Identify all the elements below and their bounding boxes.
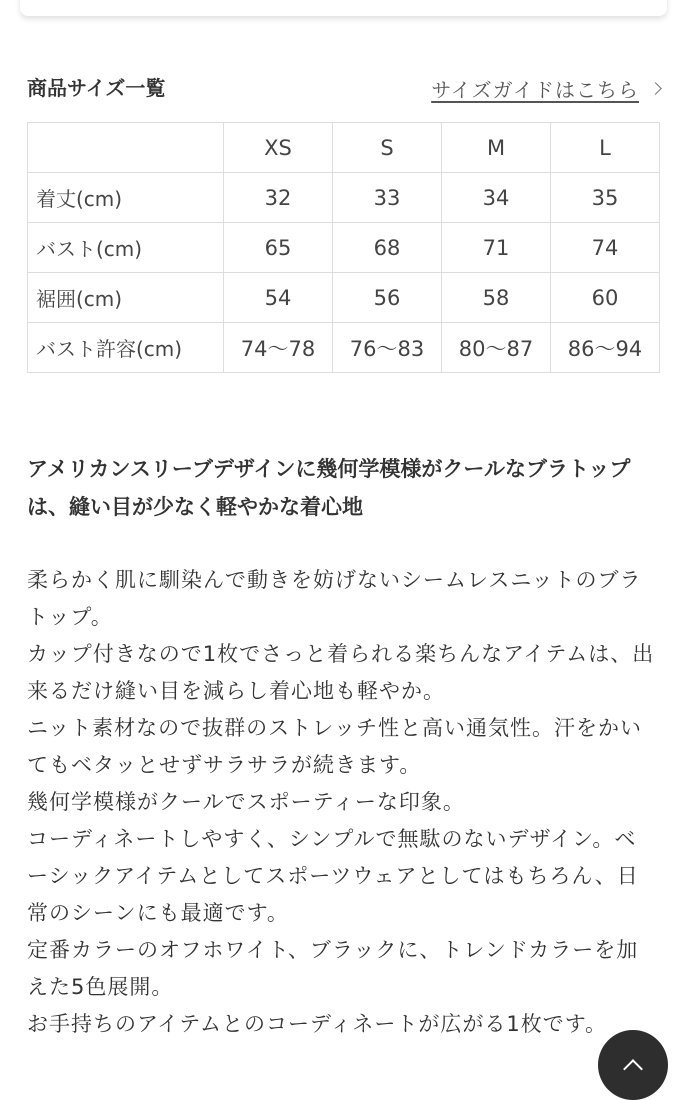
- size-column-header: XS: [224, 123, 333, 173]
- size-column-header: S: [333, 123, 442, 173]
- size-guide-label[interactable]: サイズガイドはこちら: [431, 77, 639, 102]
- table-cell: 65: [224, 223, 333, 273]
- table-row: [28, 173, 660, 223]
- chevron-right-icon: [649, 82, 662, 95]
- scroll-to-top-button[interactable]: [598, 1030, 668, 1100]
- row-label: 着丈(cm): [28, 173, 224, 223]
- table-cell: 35: [551, 173, 660, 223]
- row-label: バスト許容(cm): [28, 323, 224, 373]
- table-cell: 58: [442, 273, 551, 323]
- description-paragraph: カップ付きなので1枚でさっと着られる楽ちんなアイテムは、出来るだけ縫い目を減らし着心地も軽やか。: [27, 642, 655, 703]
- size-table-header-row: [28, 123, 660, 173]
- size-list-title: 商品サイズ一覧: [27, 76, 166, 100]
- table-cell: 71: [442, 223, 551, 273]
- top-card-edge: [20, 0, 667, 16]
- description-paragraph: 定番カラーのオフホワイト、ブラックに、トレンドカラーを加えた5色展開。: [27, 938, 639, 999]
- table-cell: 76〜83: [333, 323, 442, 373]
- table-row: [28, 223, 660, 273]
- table-cell: 54: [224, 273, 333, 323]
- size-column-header: L: [551, 123, 660, 173]
- table-cell: 74: [551, 223, 660, 273]
- table-cell: 68: [333, 223, 442, 273]
- description-heading: アメリカンスリーブデザインに幾何学模様がクールなブラトップは、縫い目が少なく軽やかな着心地: [27, 457, 631, 519]
- table-cell: 60: [551, 273, 660, 323]
- description-paragraph: 幾何学模様がクールでスポーティーな印象。: [27, 790, 465, 814]
- table-row: [28, 323, 660, 373]
- table-cell: 74〜78: [224, 323, 333, 373]
- table-cell: 80〜87: [442, 323, 551, 373]
- table-cell: 86〜94: [551, 323, 660, 373]
- size-section-header: [27, 72, 660, 106]
- table-cell: 32: [224, 173, 333, 223]
- chevron-up-icon: [623, 1059, 643, 1079]
- size-guide-link[interactable]: [431, 72, 660, 104]
- description-paragraph: お手持ちのアイテムとのコーディネートが広がる1枚です。: [27, 1012, 608, 1036]
- table-row: [28, 273, 660, 323]
- size-table: [27, 122, 660, 373]
- description-body: [27, 562, 657, 1043]
- size-table-corner-cell: [28, 123, 224, 173]
- description-paragraph: ニット素材なので抜群のストレッチ性と高い通気性。汗をかいてもベタッとせずサラサラが続きます。: [27, 716, 642, 777]
- row-label: バスト(cm): [28, 223, 224, 273]
- size-column-header: M: [442, 123, 551, 173]
- description-paragraph: 柔らかく肌に馴染んで動きを妨げないシームレスニットのブラトップ。: [27, 568, 642, 629]
- description-paragraph: コーディネートしやすく、シンプルで無駄のないデザイン。ベーシックアイテムとしてスポーツウェアとしてはもちろん、日常のシーンにも最適です。: [27, 827, 639, 925]
- table-cell: 56: [333, 273, 442, 323]
- table-cell: 33: [333, 173, 442, 223]
- row-label: 裾囲(cm): [28, 273, 224, 323]
- table-cell: 34: [442, 173, 551, 223]
